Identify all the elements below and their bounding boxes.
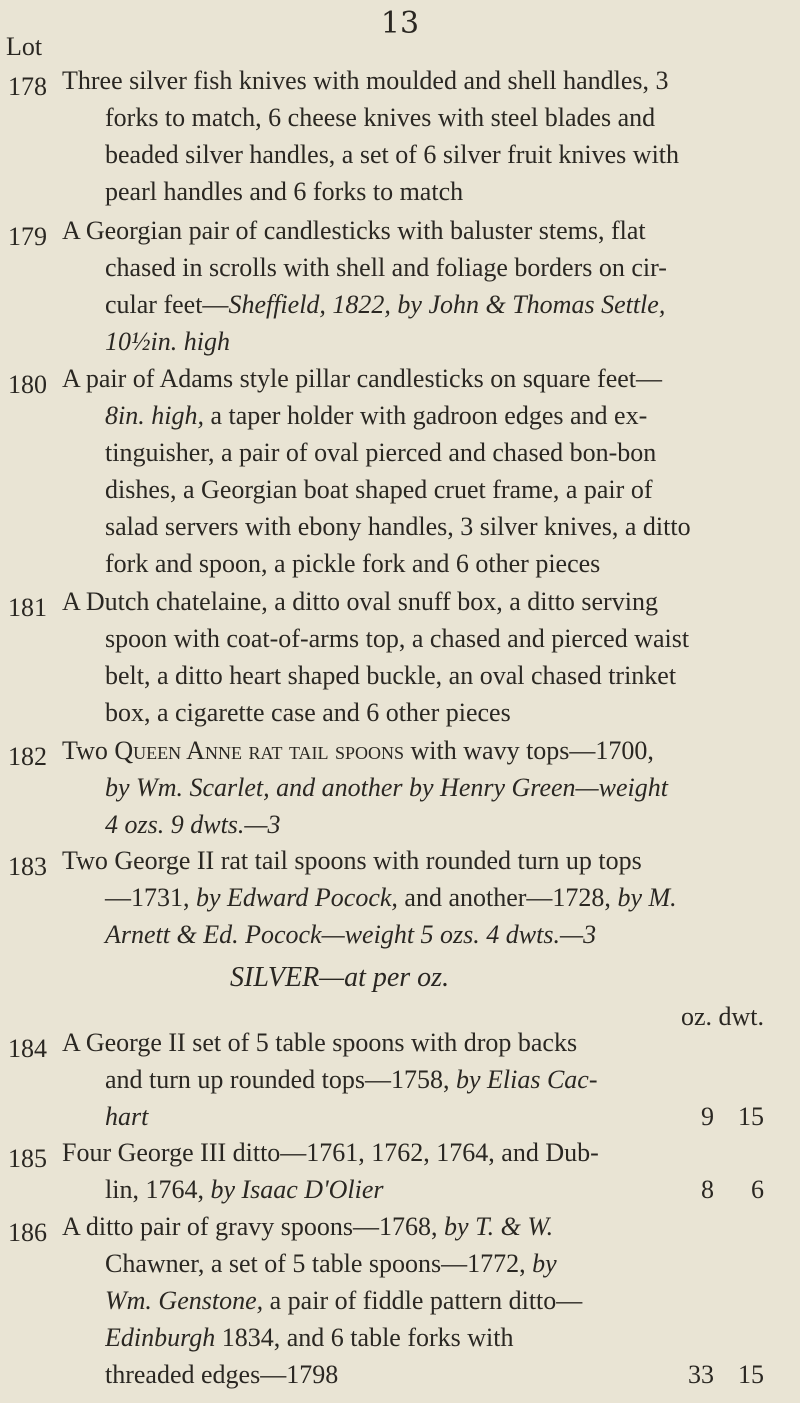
lot-description-line: belt, a ditto heart shaped buckle, an oval chased trinket	[105, 661, 677, 690]
lot-description-line: Arnett & Ed. Pocock—weight 5 ozs. 4 dwts.—3	[105, 920, 597, 949]
lot-description-line: chased in scrolls with shell and foliage borders on cir-	[105, 253, 667, 282]
lot-description-line: salad servers with ebony handles, 3 silver knives, a ditto	[105, 512, 691, 541]
section-heading: SILVER—at per oz.	[230, 962, 450, 993]
lot-number: 183	[8, 852, 47, 881]
lot-description-line: 4 ozs. 9 dwts.—3	[105, 810, 281, 839]
priced-lot-entry	[0, 1028, 800, 1145]
lot-description-line: beaded silver handles, a set of 6 silver fruit knives with	[105, 140, 680, 169]
lot-entry	[0, 216, 800, 370]
lot-number: 178	[8, 72, 47, 101]
lot-description-line: fork and spoon, a pickle fork and 6 other pieces	[105, 549, 601, 578]
lot-entry	[0, 364, 800, 592]
lot-number: 185	[8, 1144, 47, 1173]
priced-lot-entry	[0, 1212, 800, 1403]
lot-description-line: 8in. high, a taper holder with gadroon edges and ex-	[105, 401, 648, 430]
lot-description-line: Two George II rat tail spoons with rounded turn up tops	[62, 846, 642, 875]
lot-description-line: box, a cigarette case and 6 other pieces	[105, 698, 511, 727]
lot-description-line: threaded edges—1798	[105, 1360, 339, 1389]
lot-price	[644, 1171, 764, 1208]
lot-description-line: forks to match, 6 cheese knives with steel blades and	[105, 103, 656, 132]
lot-number: 182	[8, 742, 47, 771]
lot-column-heading: Lot	[6, 32, 43, 61]
price-dwt: 6	[751, 1175, 764, 1204]
lot-description-line: spoon with coat-of-arms top, a chased and pierced waist	[105, 624, 690, 653]
lot-description-line: 10½in. high	[105, 327, 230, 356]
lot-description-line: by Wm. Scarlet, and another by Henry Green—weight	[105, 773, 668, 802]
lot-number: 181	[8, 593, 47, 622]
dwt-column-label: dwt.	[712, 1002, 764, 1031]
lot-number: 186	[8, 1218, 47, 1247]
price-column-heading	[681, 1002, 764, 1032]
price-oz: 8	[701, 1175, 714, 1204]
lot-description-line: hart	[105, 1102, 149, 1131]
lot-description-line: and turn up rounded tops—1758, by Elias Cac-	[105, 1065, 598, 1094]
lot-entry	[0, 66, 800, 220]
lot-description-line: lin, 1764, by Isaac D'Olier	[105, 1175, 384, 1204]
lot-description-line: A Dutch chatelaine, a ditto oval snuff box, a ditto serving	[62, 587, 658, 616]
price-oz: 33	[688, 1360, 714, 1389]
lot-description-line: tinguisher, a pair of oval pierced and chased bon-bon	[105, 438, 657, 467]
lot-description-line: A George II set of 5 table spoons with drop backs	[62, 1028, 578, 1057]
lot-description-line: A pair of Adams style pillar candlesticks on square feet—	[62, 364, 663, 393]
lot-description-line: cular feet—Sheffield, 1822, by John & Thomas Settle,	[105, 290, 666, 319]
lot-description-line: Chawner, a set of 5 table spoons—1772, by	[105, 1249, 557, 1278]
lot-description-line: Two Queen Anne rat tail spoons with wavy tops—1700,	[62, 736, 654, 765]
lot-description-line: dishes, a Georgian boat shaped cruet frame, a pair of	[105, 475, 653, 504]
lot-description-line: —1731, by Edward Pocock, and another—1728, by M.	[105, 883, 677, 912]
lot-description-line: pearl handles and 6 forks to match	[105, 177, 464, 206]
lot-description-line: Edinburgh 1834, and 6 table forks with	[105, 1323, 514, 1352]
priced-lot-entry	[0, 1138, 800, 1218]
oz-column-label: oz.	[680, 1002, 712, 1031]
lot-entry	[0, 846, 800, 963]
lot-description-line: Wm. Genstone, a pair of fiddle pattern ditto—	[105, 1286, 583, 1315]
lot-number: 179	[8, 222, 47, 251]
lot-entry	[0, 736, 800, 853]
price-oz: 9	[701, 1102, 714, 1131]
lot-description-line: Four George III ditto—1761, 1762, 1764, and Dub-	[62, 1138, 599, 1167]
lot-description-line: Three silver fish knives with moulded and shell handles, 3	[62, 66, 669, 95]
lot-description-line: A ditto pair of gravy spoons—1768, by T. & W.	[62, 1212, 554, 1241]
lot-price	[644, 1356, 764, 1393]
lot-price	[644, 1098, 764, 1135]
price-dwt: 15	[738, 1360, 764, 1389]
lot-entry	[0, 587, 800, 741]
page-number: 13	[380, 6, 420, 41]
price-dwt: 15	[738, 1102, 764, 1131]
lot-number: 180	[8, 370, 47, 399]
lot-description-line: A Georgian pair of candlesticks with baluster stems, flat	[62, 216, 646, 245]
lot-number: 184	[8, 1034, 47, 1063]
